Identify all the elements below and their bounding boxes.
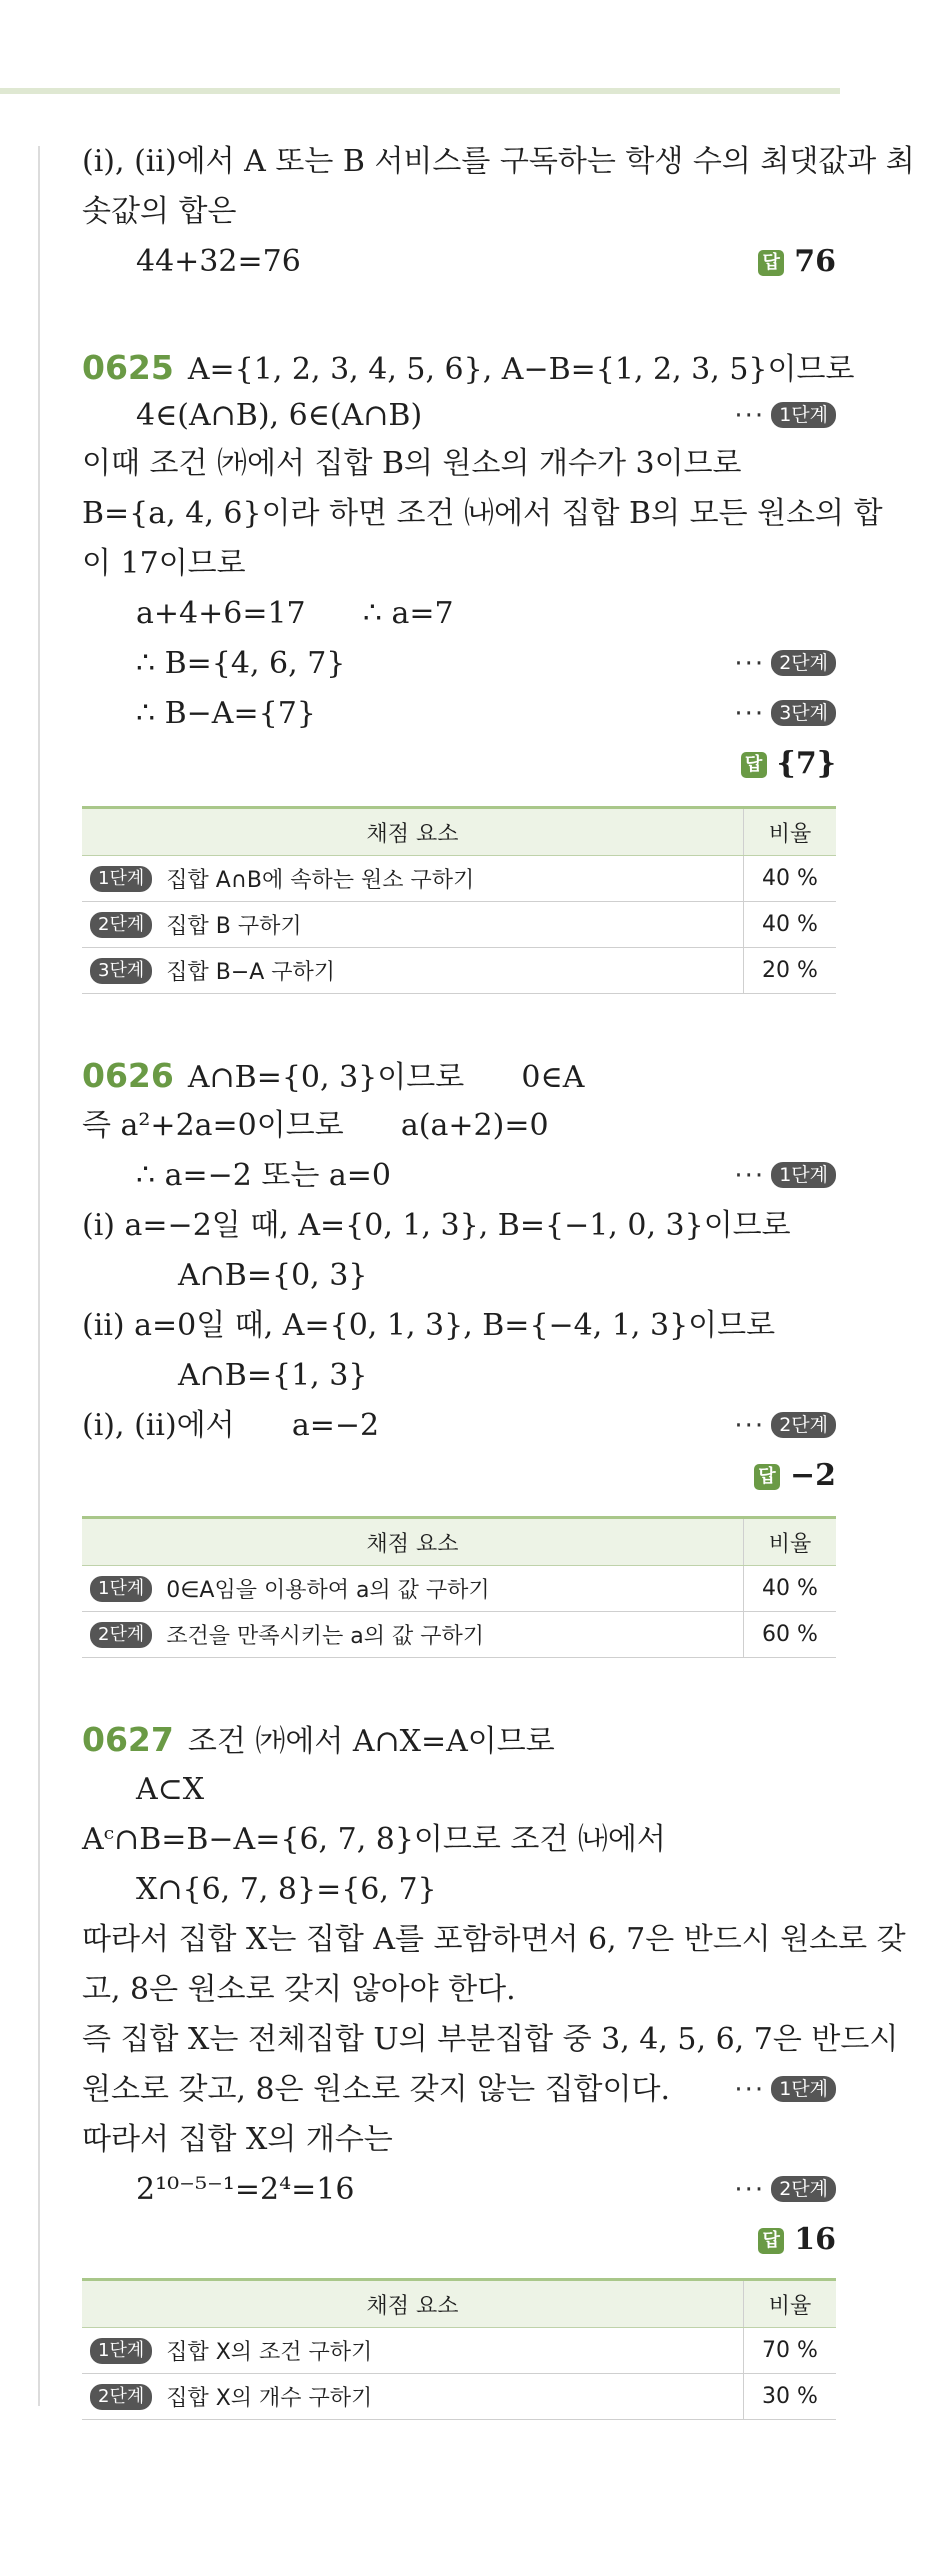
problem-0627-line-2: A⊂X — [136, 1772, 205, 1807]
item-text: 집합 B−A 구하기 — [166, 960, 336, 985]
problem-0625-line-2: 4∈(A∩B), 6∈(A∩B) — [136, 398, 423, 433]
step-badge: 1단계 — [90, 866, 152, 892]
item-text: 집합 A∩B에 속하는 원소 구하기 — [166, 868, 475, 893]
step-badge: 2단계 — [771, 650, 836, 676]
step-badge: 2단계 — [771, 2176, 836, 2202]
problem-0625-line-8: ∴ B−A={7} — [136, 696, 316, 731]
left-margin-rule — [38, 146, 40, 2406]
answer-76 — [758, 244, 836, 280]
ratio: 30 % — [744, 2374, 837, 2420]
item-text: 조건을 만족시키는 a의 값 구하기 — [166, 1624, 484, 1649]
col-header-item: 채점 요소 — [82, 808, 744, 856]
answer-value: {7} — [776, 746, 836, 781]
problem-0626-line-1 — [82, 1058, 584, 1096]
problem-0625-line-4: B={a, 4, 6}이라 하면 조건 ㈏에서 집합 B의 모든 원소의 합 — [82, 496, 883, 531]
table-row — [82, 948, 836, 994]
intro-line: (ⅰ), (ⅱ)에서 A 또는 B 서비스를 구독하는 학생 수의 최댓값과 최 — [82, 144, 915, 179]
answer-0627 — [758, 2222, 836, 2258]
problem-0626-line-8: (ⅰ), (ⅱ)에서 a=−2 — [82, 1408, 380, 1443]
problem-0626-line-5: A∩B={0, 3} — [178, 1258, 368, 1293]
grading-table-0626 — [82, 1516, 836, 1658]
answer-badge: 답 — [741, 752, 767, 778]
col-header-ratio: 비율 — [744, 808, 837, 856]
table-row — [82, 1566, 836, 1612]
step-badge: 1단계 — [90, 1576, 152, 1602]
problem-0625-line-3: 이때 조건 ㈎에서 집합 B의 원소의 개수가 3이므로 — [82, 446, 742, 481]
step-marker-3 — [734, 696, 836, 732]
problem-0627-line-1 — [82, 1722, 555, 1760]
col-header-ratio: 비율 — [744, 1518, 837, 1566]
col-header-item: 채점 요소 — [82, 2280, 744, 2328]
dots: ··· — [734, 401, 766, 431]
problem-0627-line-4: X∩{6, 7, 8}={6, 7} — [136, 1872, 437, 1907]
line-text: A={1, 2, 3, 4, 5, 6}, A−B={1, 2, 3, 5}이므로 — [187, 352, 855, 387]
problem-0627-line-8: 원소로 갖고, 8은 원소로 갖지 않는 집합이다. — [82, 2072, 671, 2107]
step-badge: 2단계 — [771, 1412, 836, 1438]
step-badge: 1단계 — [771, 2076, 836, 2102]
answer-badge: 답 — [754, 1464, 780, 1490]
step-marker-2 — [734, 646, 836, 682]
ratio: 40 % — [744, 856, 837, 902]
dots: ··· — [734, 699, 766, 729]
problem-number: 0626 — [82, 1056, 174, 1095]
table-row — [82, 2374, 836, 2420]
problem-0626-line-3: ∴ a=−2 또는 a=0 — [136, 1158, 392, 1193]
step-badge: 2단계 — [90, 912, 152, 938]
top-divider — [0, 88, 840, 94]
item-text: 집합 X의 조건 구하기 — [166, 2340, 373, 2365]
problem-0627-line-10: 2¹⁰⁻⁵⁻¹=2⁴=16 — [136, 2172, 355, 2207]
problem-0625-line-1 — [82, 350, 854, 388]
problem-0626-line-2: 즉 a²+2a=0이므로 a(a+2)=0 — [82, 1108, 549, 1143]
answer-0626 — [754, 1458, 836, 1494]
step-badge: 1단계 — [771, 402, 836, 428]
item-text: 집합 B 구하기 — [166, 914, 302, 939]
col-header-item: 채점 요소 — [82, 1518, 744, 1566]
ratio: 60 % — [744, 1612, 837, 1658]
step-marker-1 — [734, 1158, 836, 1194]
table-row — [82, 902, 836, 948]
intro-line: 솟값의 합은 — [82, 194, 237, 229]
answer-value: 76 — [794, 244, 836, 279]
step-badge: 2단계 — [90, 1622, 152, 1648]
problem-0625-line-5: 이 17이므로 — [82, 546, 246, 581]
problem-0627-line-3: Aᶜ∩B=B−A={6, 7, 8}이므로 조건 ㈏에서 — [82, 1822, 666, 1857]
dots: ··· — [734, 2175, 766, 2205]
problem-0626-line-7: A∩B={1, 3} — [178, 1358, 368, 1393]
step-marker-1 — [734, 2072, 836, 2108]
problem-0626-line-4: (ⅰ) a=−2일 때, A={0, 1, 3}, B={−1, 0, 3}이므로 — [82, 1208, 791, 1243]
step-marker-1 — [734, 398, 836, 434]
dots: ··· — [734, 2075, 766, 2105]
problem-number: 0627 — [82, 1720, 174, 1759]
item-text: 집합 X의 개수 구하기 — [166, 2386, 373, 2411]
line-text: A∩B={0, 3}이므로 0∈A — [187, 1060, 585, 1095]
dots: ··· — [734, 649, 766, 679]
step-badge: 1단계 — [90, 2338, 152, 2364]
table-row — [82, 1612, 836, 1658]
problem-number: 0625 — [82, 348, 174, 387]
problem-0626-line-6: (ⅱ) a=0일 때, A={0, 1, 3}, B={−4, 1, 3}이므로 — [82, 1308, 776, 1343]
ratio: 70 % — [744, 2328, 837, 2374]
ratio: 20 % — [744, 948, 837, 994]
grading-table-0625 — [82, 806, 836, 994]
answer-0625 — [741, 746, 836, 782]
col-header-ratio: 비율 — [744, 2280, 837, 2328]
problem-0627-line-9: 따라서 집합 X의 개수는 — [82, 2122, 393, 2157]
table-row — [82, 856, 836, 902]
line-text: 조건 ㈎에서 A∩X=A이므로 — [187, 1724, 555, 1759]
dots: ··· — [734, 1411, 766, 1441]
step-marker-2 — [734, 1408, 836, 1444]
grading-table-0627 — [82, 2278, 836, 2420]
dots: ··· — [734, 1161, 766, 1191]
problem-0625-line-6: a+4+6=17 ∴ a=7 — [136, 596, 454, 631]
step-badge: 1단계 — [771, 1162, 836, 1188]
problem-0627-line-6: 고, 8은 원소로 갖지 않아야 한다. — [82, 1972, 516, 2007]
step-marker-2 — [734, 2172, 836, 2208]
answer-value: 16 — [794, 2222, 836, 2257]
problem-0627-line-5: 따라서 집합 X는 집합 A를 포함하면서 6, 7은 반드시 원소로 갖 — [82, 1922, 906, 1957]
ratio: 40 % — [744, 1566, 837, 1612]
answer-value: −2 — [789, 1458, 836, 1493]
step-badge: 3단계 — [90, 958, 152, 984]
intro-equation: 44+32=76 — [136, 244, 301, 279]
step-badge: 3단계 — [771, 700, 836, 726]
answer-badge: 답 — [758, 250, 784, 276]
problem-0627-line-7: 즉 집합 X는 전체집합 U의 부분집합 중 3, 4, 5, 6, 7은 반드시 — [82, 2022, 899, 2057]
table-row — [82, 2328, 836, 2374]
item-text: 0∈A임을 이용하여 a의 값 구하기 — [166, 1578, 490, 1603]
problem-0625-line-7: ∴ B={4, 6, 7} — [136, 646, 346, 681]
answer-badge: 답 — [758, 2228, 784, 2254]
ratio: 40 % — [744, 902, 837, 948]
step-badge: 2단계 — [90, 2384, 152, 2410]
